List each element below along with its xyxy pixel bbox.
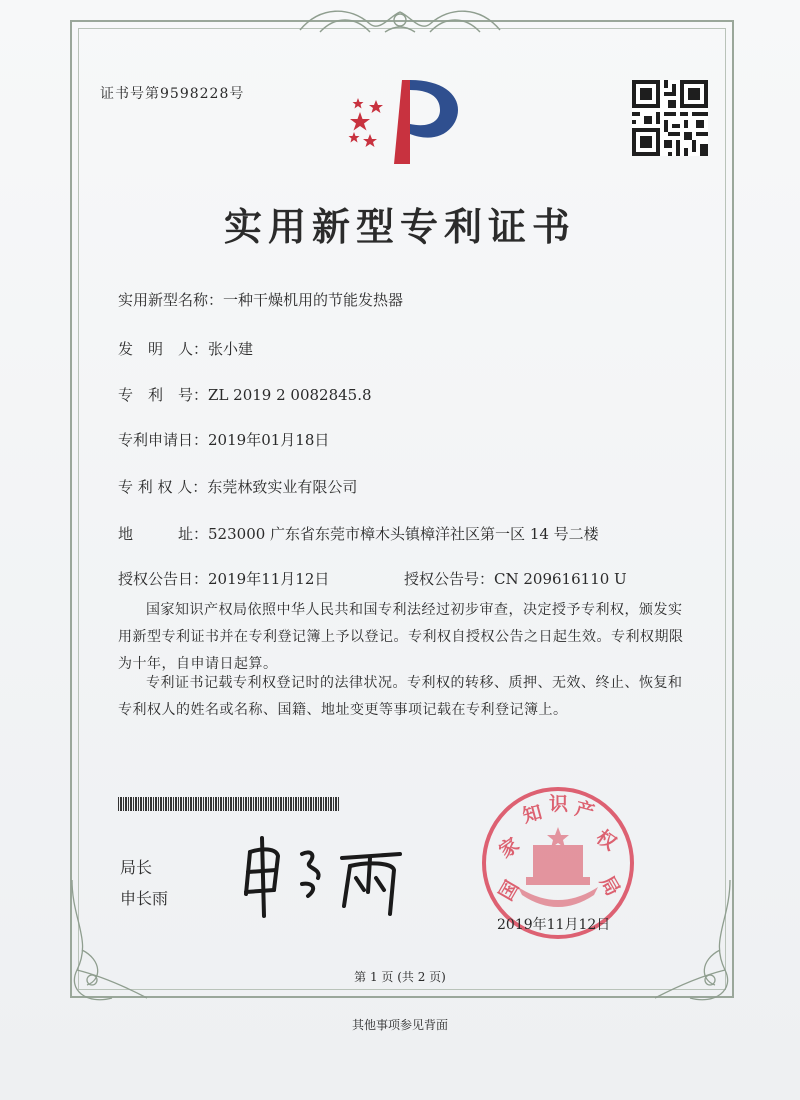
- top-ornament-icon: [290, 2, 510, 38]
- cnipa-logo-icon: [340, 72, 470, 172]
- patent-number-value: ZL 2019 2 0082845.8: [208, 386, 372, 404]
- grant-number-value: CN 209616110 U: [494, 570, 627, 588]
- utility-model-name-value: 一种干燥机用的节能发热器: [223, 291, 404, 309]
- address-row: [118, 523, 599, 544]
- certificate-paragraph: 专利证书记载专利权登记时的法律状况。专利权的转移、质押、无效、终止、恢复和专利权人的姓名或名称、国籍、地址变更等事项记载在专利登记簿上。: [118, 675, 683, 718]
- patentee-value: 东莞林致实业有限公司: [207, 478, 358, 496]
- certificate-title: 实用新型专利证书: [223, 204, 576, 249]
- inventor-label: 发 明 人：: [118, 340, 209, 358]
- svg-text:知: 知: [520, 801, 545, 828]
- director-signature: [232, 832, 412, 922]
- certificate-number: 证书号第9598228号: [100, 86, 245, 102]
- director-name: 申长雨: [120, 889, 169, 908]
- seal-date: 2019年11月12日: [497, 917, 611, 933]
- grant-date-label: 授权公告日：: [118, 570, 209, 588]
- filing-date-row: [118, 429, 329, 450]
- patentee-label: 专 利 权 人：: [118, 478, 208, 496]
- address-label: 地 址：: [118, 525, 209, 543]
- svg-text:国: 国: [494, 877, 524, 905]
- grant-date-row: [118, 568, 329, 589]
- barcode-icon: [118, 797, 340, 811]
- grant-number-label: 授权公告号：: [404, 570, 495, 588]
- patentee-row: [118, 476, 357, 497]
- svg-text:权: 权: [591, 825, 621, 855]
- bottom-right-ornament-icon: [650, 880, 740, 1010]
- svg-text:局: 局: [595, 872, 625, 900]
- qr-code-icon: [632, 80, 708, 156]
- page-indicator: 第 1 页 (共 2 页): [354, 970, 446, 984]
- filing-date-value: 2019年01月18日: [208, 431, 330, 449]
- utility-model-name-label: 实用新型名称：: [118, 291, 224, 309]
- svg-text:家: 家: [495, 833, 524, 863]
- inventor-row: [118, 338, 253, 359]
- grant-date-value: 2019年11月12日: [208, 570, 330, 588]
- svg-text:产: 产: [572, 797, 597, 824]
- see-back-note: 其他事项参见背面: [351, 1018, 448, 1032]
- grant-number-row: [404, 568, 627, 589]
- filing-date-label: 专利申请日：: [118, 431, 209, 449]
- address-value: 523000 广东省东莞市樟木头镇樟洋社区第一区 14 号二楼: [208, 525, 599, 543]
- director-title: 局长: [120, 858, 153, 877]
- svg-text:识: 识: [549, 793, 569, 815]
- certificate-paragraph: 国家知识产权局依照中华人民共和国专利法经过初步审查，决定授予专利权，颁发实用新型专利证书并在专利登记簿上予以登记。专利权自授权公告之日起生效。专利权期限为十年，自申请日起算。: [118, 602, 684, 672]
- patent-number-label: 专 利 号：: [118, 386, 209, 404]
- inventor-value: 张小建: [208, 340, 254, 358]
- utility-model-name-row: [118, 289, 403, 310]
- patent-number-row: [118, 384, 372, 405]
